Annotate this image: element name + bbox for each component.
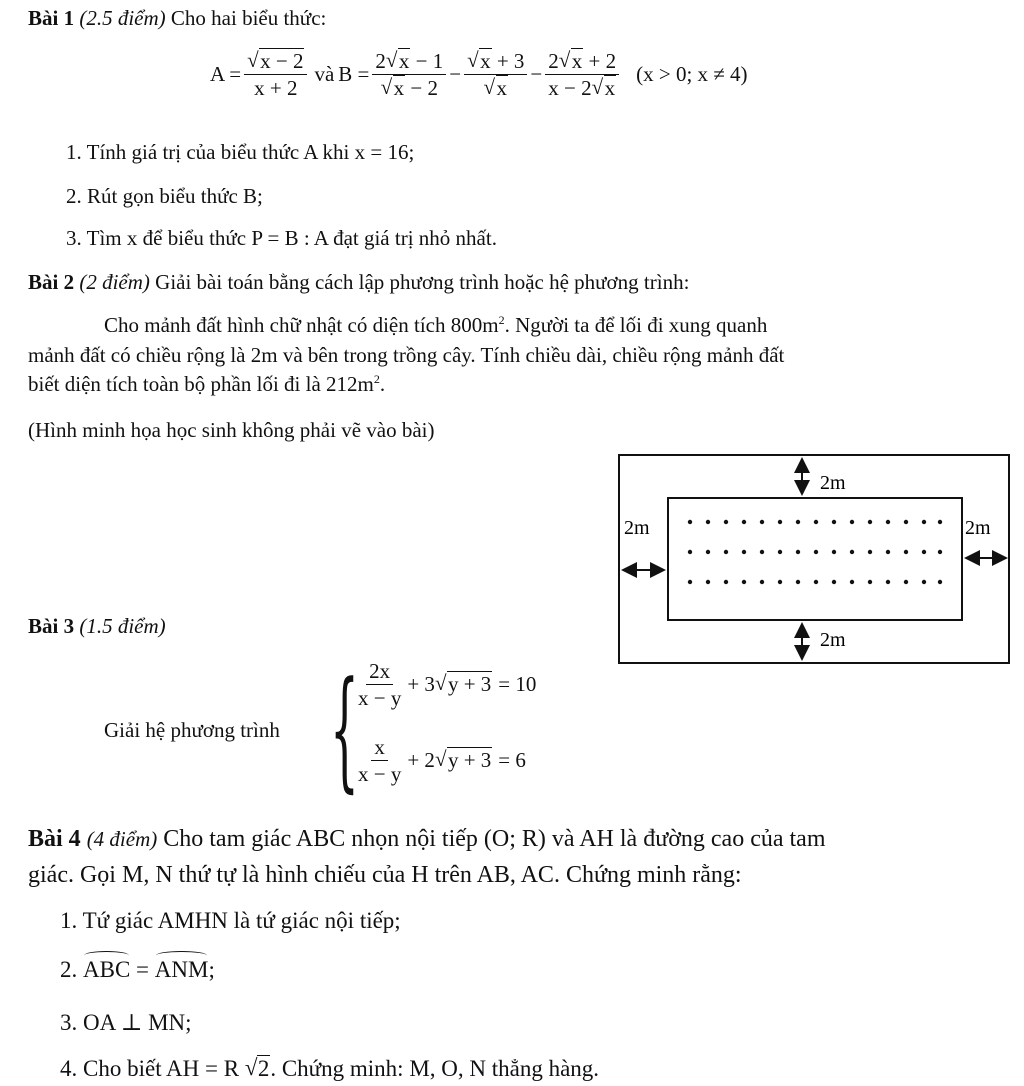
- b1-rad: x: [398, 49, 410, 73]
- top-label: 2m: [820, 472, 846, 494]
- bai4-line1-text: Cho tam giác ABC nhọn nội tiếp (O; R) và AH là đường cao của tam: [163, 826, 826, 852]
- bai4-item-2: [60, 957, 215, 983]
- inner-rect: [668, 498, 962, 620]
- bai2-points: (2 điểm): [79, 270, 150, 294]
- bai3-eq2: [352, 736, 526, 785]
- b2-den-rad: x: [496, 76, 507, 100]
- bai4-label: Bài 4: [28, 826, 81, 852]
- bai4-line1: [28, 826, 826, 853]
- eq2-rad: y + 3: [447, 748, 492, 772]
- tree-dots: [688, 520, 942, 584]
- minus-2: −: [530, 62, 543, 86]
- item2-tail: ;: [208, 957, 215, 982]
- bai3-label: Bài 3: [28, 614, 75, 638]
- eq2-rhs: = 6: [498, 748, 526, 772]
- bai1-intro: Cho hai biểu thức:: [170, 6, 327, 30]
- bai2-sup1: 2: [498, 313, 505, 327]
- b2-rad: x: [480, 49, 491, 73]
- bai1-item-1: 1. Tính giá trị của biểu thức A khi x = 16;: [66, 140, 415, 164]
- item4-tail: . Chứng minh: M, O, N thẳng hàng.: [270, 1056, 600, 1081]
- eq1-fraction: [355, 660, 404, 709]
- arc-abc: ABC: [83, 957, 131, 982]
- bai2-line1-tail: . Người ta để lối đi xung quanh: [504, 313, 768, 337]
- eq2-fraction: [355, 736, 404, 785]
- b-fraction-2: [464, 50, 527, 99]
- condition: (x > 0; x ≠ 4): [636, 62, 748, 86]
- garden-figure: [618, 454, 1012, 666]
- bai4-item-3: 3. OA ⊥ MN;: [60, 1010, 192, 1035]
- b-lhs: B =: [338, 62, 370, 86]
- bai1-label: Bài 1: [28, 6, 75, 30]
- bai3-points: (1.5 điểm): [79, 614, 166, 638]
- and-word: và: [314, 62, 335, 86]
- item2-num: 2.: [60, 957, 83, 982]
- item2-eq: =: [130, 957, 155, 982]
- b1-den-rad: x: [393, 76, 405, 100]
- eq2-den: x − y: [358, 762, 402, 786]
- eq1-den: x − y: [358, 686, 402, 710]
- bai4-item-4: [60, 1056, 599, 1082]
- eq1-num: 2x: [366, 660, 393, 685]
- bai2-period: .: [379, 372, 386, 396]
- b1-coef: 2: [375, 49, 386, 73]
- bai2-line1-text: Cho mảnh đất hình chữ nhật có diện tích 800m: [104, 313, 499, 337]
- eq2-mid: + 2: [407, 748, 435, 772]
- left-label: 2m: [624, 517, 650, 539]
- a-fraction: [244, 50, 307, 99]
- b1-den-tail: − 2: [405, 76, 438, 100]
- b-fraction-3: [545, 50, 619, 99]
- right-label: 2m: [965, 517, 991, 539]
- bottom-label: 2m: [820, 629, 846, 651]
- bai2-label: Bài 2: [28, 270, 75, 294]
- b3-coef: 2: [548, 49, 559, 73]
- minus-1: −: [449, 62, 462, 86]
- bai2-sup2: 2: [373, 372, 380, 386]
- bai3-heading: [28, 614, 166, 639]
- item4-rad: 2: [257, 1056, 270, 1081]
- bai4-line2: giác. Gọi M, N thứ tự là hình chiếu của H trên AB, AC. Chứng minh rằng:: [28, 862, 742, 888]
- b2-num-tail: + 3: [491, 49, 525, 73]
- bai2-para-line2: mảnh đất có chiều rộng là 2m và bên trong trồng cây. Tính chiều dài, chiều rộng mảnh đất: [28, 343, 785, 367]
- bai2-heading: [28, 270, 689, 295]
- outer-rect: [619, 455, 1009, 663]
- eq1-mid: + 3: [407, 672, 435, 696]
- b1-num-tail: − 1: [410, 49, 444, 73]
- bai3-eq1: [352, 660, 536, 709]
- bai4-item-1: 1. Tứ giác AMHN là tứ giác nội tiếp;: [60, 908, 401, 933]
- bai4-points: (4 điểm): [86, 827, 158, 851]
- arc-anm: ANM: [154, 957, 209, 982]
- b-fraction-1: [372, 50, 446, 99]
- system-brace: {: [330, 653, 359, 805]
- item4-head: 4. Cho biết AH = R: [60, 1056, 240, 1081]
- bai3-intro: Giải hệ phương trình: [104, 718, 280, 742]
- eq2-num: x: [371, 736, 388, 761]
- bai1-item-2: 2. Rút gọn biểu thức B;: [66, 184, 263, 208]
- bai2-para-line3: [28, 372, 385, 397]
- b3-rad: x: [571, 49, 583, 73]
- bai2-note: (Hình minh họa học sinh không phải vẽ vào bài): [28, 418, 435, 442]
- a-numerator: x − 2: [260, 49, 304, 73]
- a-denominator: x + 2: [254, 76, 298, 100]
- b3-den-rad: x: [604, 76, 616, 100]
- bai2-line3-text: biết diện tích toàn bộ phần lối đi là 212m: [28, 372, 374, 396]
- bai1-heading: [28, 6, 326, 31]
- bai1-item-3: 3. Tìm x để biểu thức P = B : A đạt giá trị nhỏ nhất.: [66, 226, 497, 250]
- a-lhs: A =: [210, 62, 242, 86]
- bai1-points: (2.5 điểm): [79, 6, 166, 30]
- eq1-rad: y + 3: [447, 672, 492, 696]
- bai2-intro: Giải bài toán bằng cách lập phương trình hoặc hệ phương trình:: [155, 270, 690, 294]
- b3-den-head: x − 2: [548, 76, 592, 100]
- b3-num-tail: + 2: [583, 49, 617, 73]
- bai2-para-line1: [104, 313, 767, 338]
- bai1-formula: [210, 50, 748, 99]
- eq1-rhs: = 10: [498, 672, 537, 696]
